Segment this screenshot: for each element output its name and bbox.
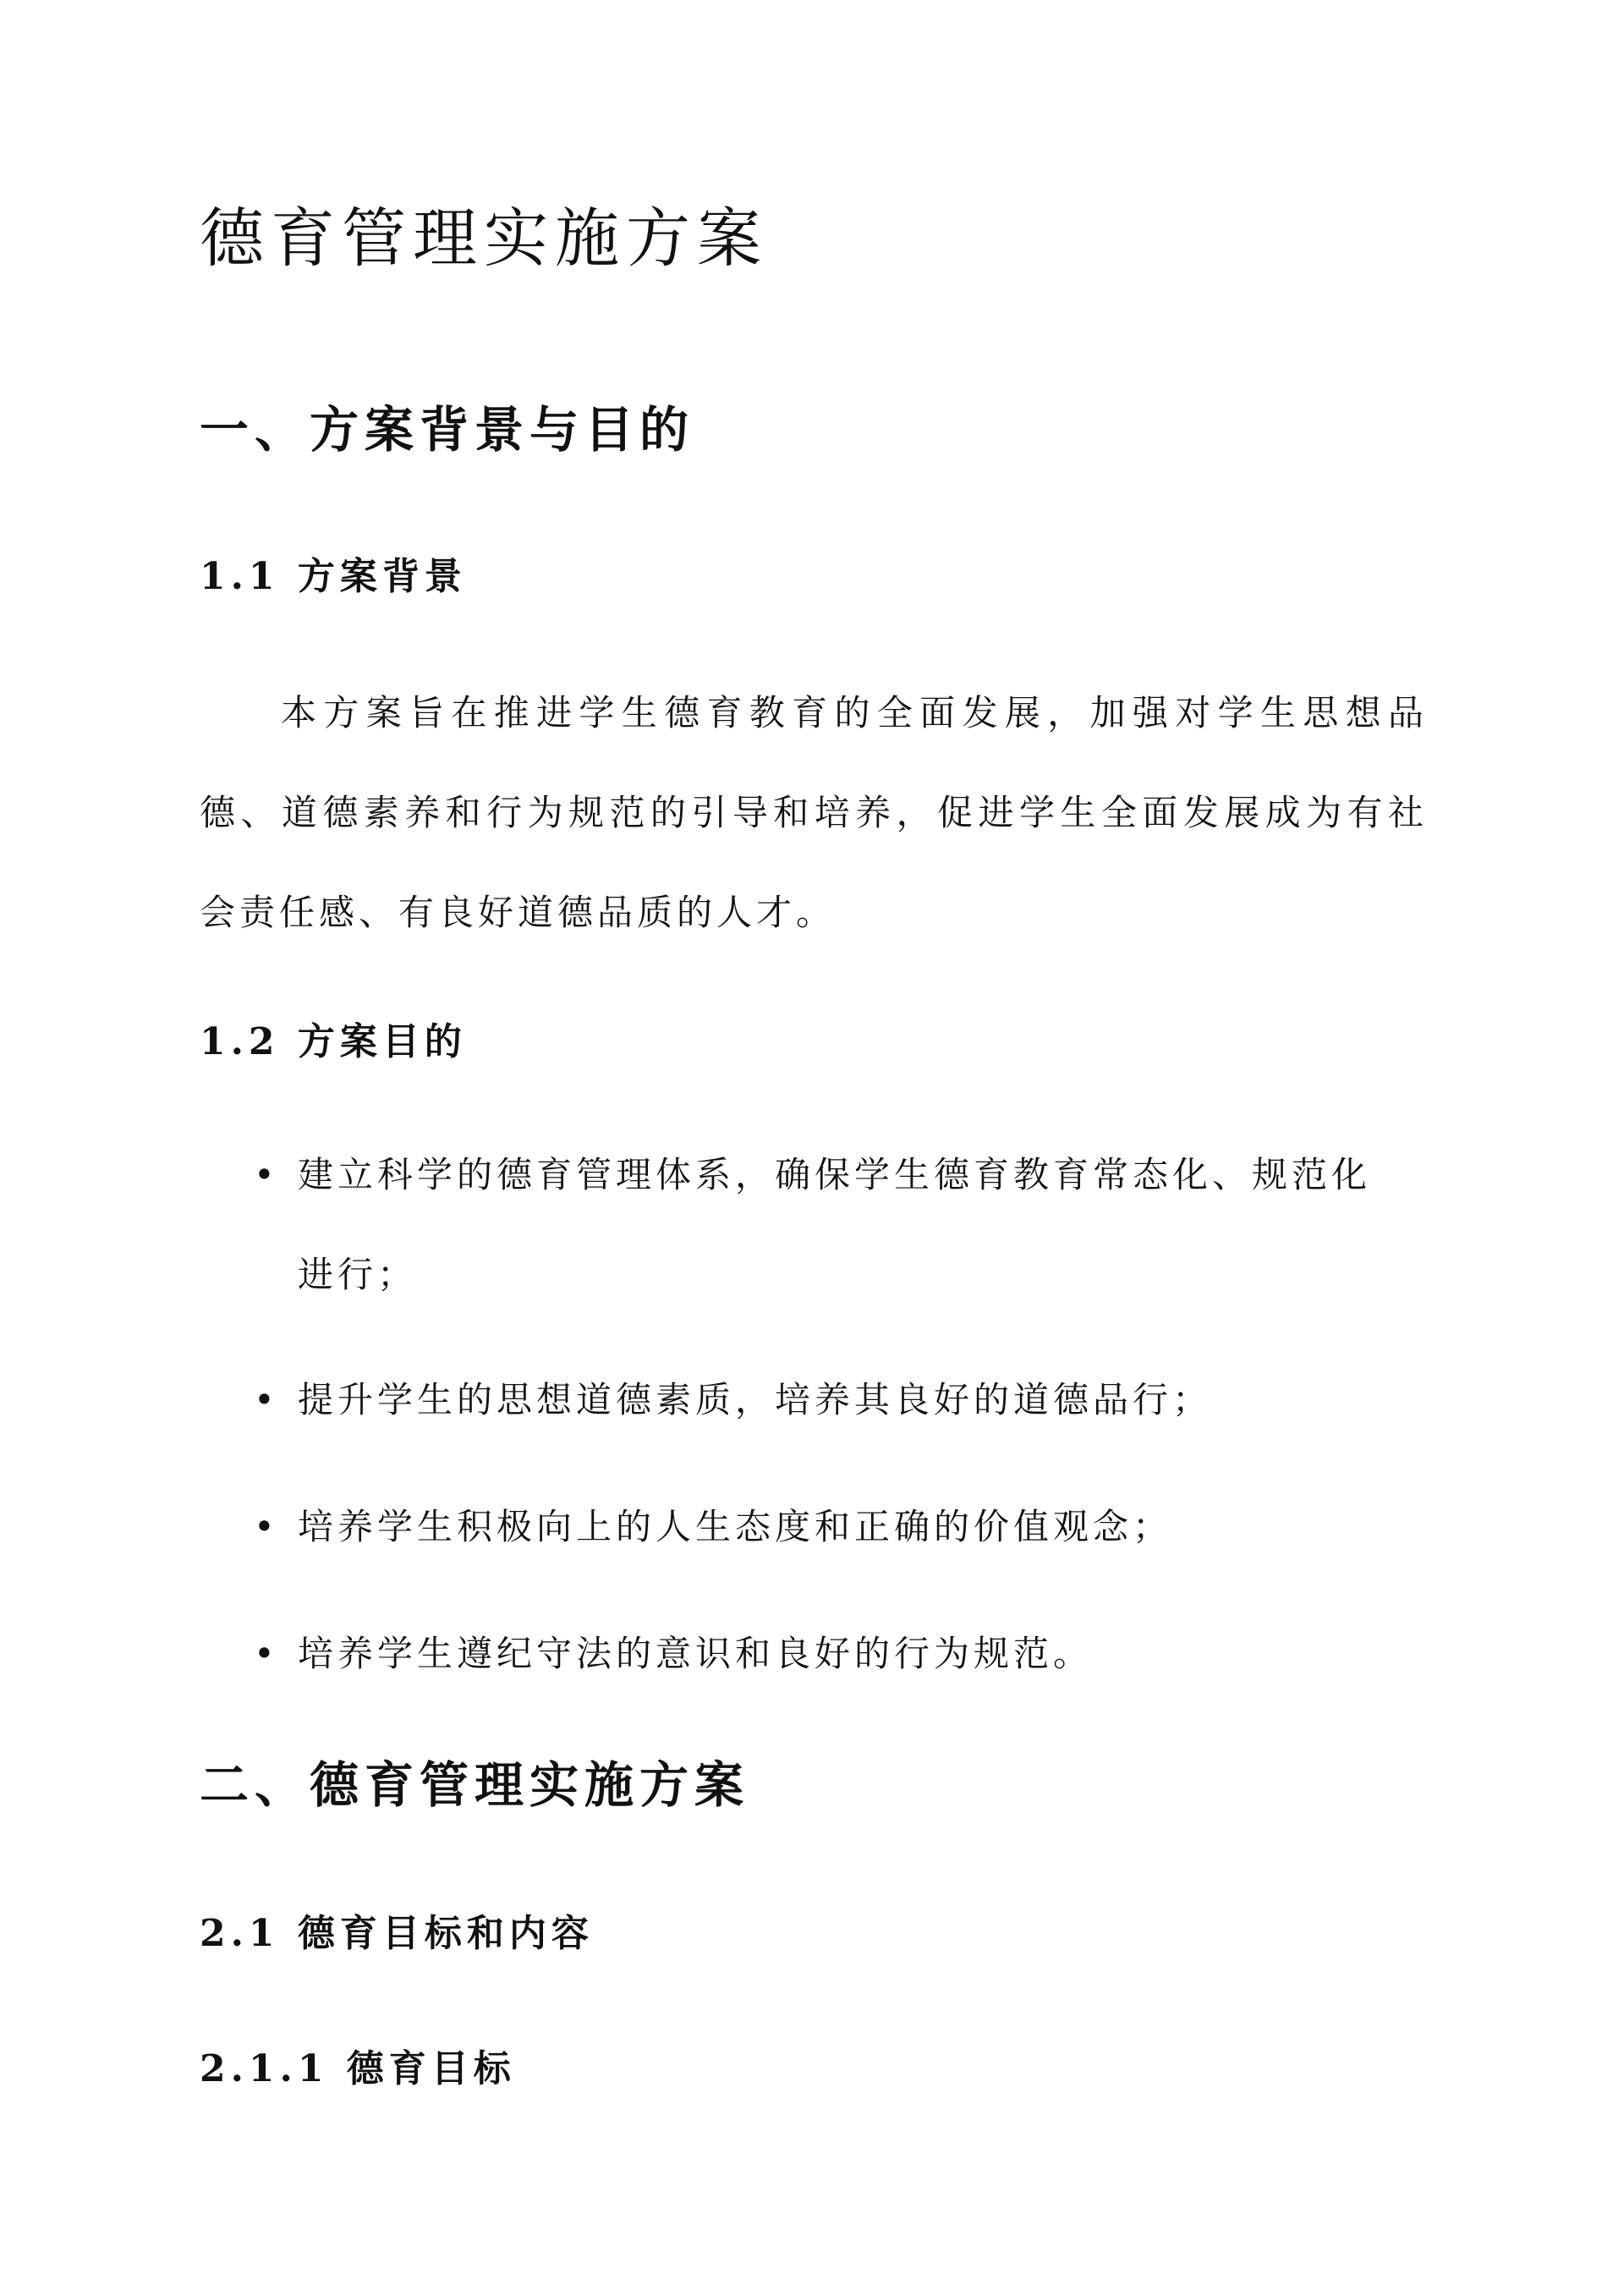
document-title: 德育管理实施方案 xyxy=(200,200,768,276)
list-item xyxy=(254,1604,1397,1704)
subsection-heading-1-1: 1.1 方案背景 xyxy=(200,555,467,598)
section-heading-2: 二、德育管理实施方案 xyxy=(200,1756,750,1814)
bullet-icon: • xyxy=(254,1506,279,1547)
list-item-text: 培养学生积极向上的人生态度和正确的价值观念； xyxy=(298,1506,1173,1547)
bullet-icon: • xyxy=(254,1154,279,1195)
list-item-text: 建立科学的德育管理体系，确保学生德育教育常态化、规范化进行； xyxy=(298,1154,1372,1295)
bullet-icon: • xyxy=(254,1379,279,1420)
list-item xyxy=(254,1477,1397,1577)
list-item-text: 提升学生的思想道德素质，培养其良好的道德品行； xyxy=(298,1379,1213,1420)
subsection-heading-2-1-1: 2.1.1 德育目标 xyxy=(200,2047,516,2090)
background-paragraph: 本方案旨在推进学生德育教育的全面发展，加强对学生思想品德、道德素养和行为规范的引导和培养，促进学生全面发展成为有社会责任感、有良好道德品质的人才。 xyxy=(200,692,1428,933)
section-heading-1: 一、方案背景与目的 xyxy=(200,401,695,459)
subsection-heading-1-2: 1.2 方案目的 xyxy=(200,1020,467,1063)
list-item xyxy=(254,1350,1397,1450)
bullet-icon: • xyxy=(254,1633,279,1674)
list-item xyxy=(254,1125,1397,1325)
subsection-heading-2-1: 2.1 德育目标和内容 xyxy=(200,1912,594,1955)
list-item-text: 培养学生遵纪守法的意识和良好的行为规范。 xyxy=(298,1633,1094,1674)
